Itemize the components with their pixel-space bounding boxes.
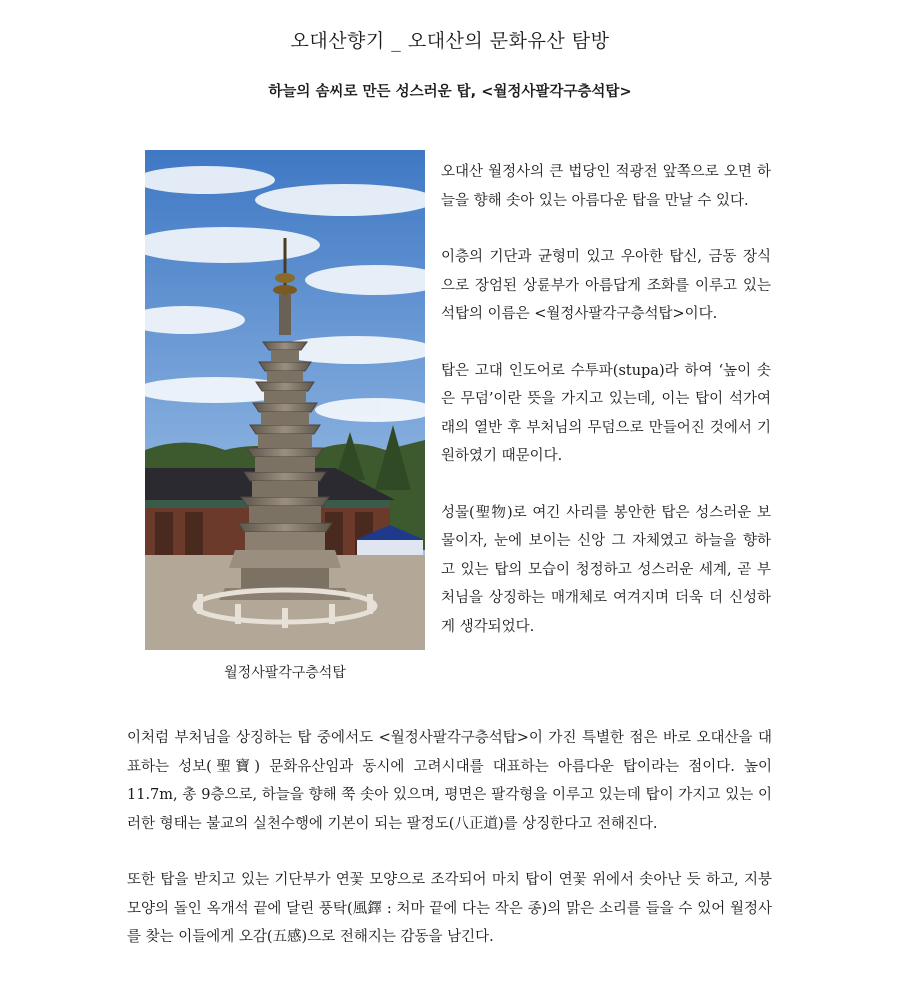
pagoda-photo xyxy=(145,150,425,650)
pagoda-illustration xyxy=(145,150,425,650)
paragraph: 또한 탑을 받치고 있는 기단부가 연꽃 모양으로 조각되어 마치 탑이 연꽃 위에서 솟아난 듯 하고, 지붕모양의 돌인 옥개석 끝에 달린 풍탁(風鐸 : 처마 끝에 다는 작은 종)의 맑은 소리를 들을 수 있어 월정사를 찾는 이들에게 오감(五感)으로 전해지는 감동을 남긴다. xyxy=(127,872,772,945)
paragraph: 이층의 기단과 균형미 있고 우아한 탑신, 금동 장식으로 장엄된 상륜부가 아름답게 조화를 이루고 있는 석탑의 이름은 <월정사팔각구층석탑>이다. xyxy=(441,249,771,322)
paragraph: 성물(聖物)로 여긴 사리를 봉안한 탑은 성스러운 보물이자, 눈에 보이는 신앙 그 자체였고 하늘을 향하고 있는 탑의 모습이 청정하고 성스러운 세계, 곧 부처님을 상징하는 매개체로 여겨지며 더욱 더 신성하게 생각되었다. xyxy=(441,504,771,635)
paragraph: 탑은 고대 인도어로 수투파(stupa)라 하여 ‘높이 솟은 무덤’이란 뜻을 가지고 있는데, 이는 탑이 석가여래의 열반 후 부처님의 무덤으로 만들어진 것에서 기원하였기 때문이다. xyxy=(441,362,771,464)
photo-caption: 월정사팔각구층석탑 xyxy=(224,665,346,681)
body-text xyxy=(127,724,772,980)
paragraph: 이처럼 부처님을 상징하는 탑 중에서도 <월정사팔각구층석탑>이 가진 특별한 점은 바로 오대산을 대표하는 성보(聖寶) 문화유산임과 동시에 고려시대를 대표하는 아름다운 탑이라는 점이다. 높이 11.7m, 총 9층으로, 하늘을 향해 쭉 솟아 있으며, 평면은 팔각형을 이루고 있는데 탑이 가지고 있는 이러한 형태는 불교의 실천수행에 기본이 되는 팔정도(八正道)를 상징한다고 전해진다. xyxy=(127,730,772,832)
intro-text-column xyxy=(441,158,771,669)
page-title: 오대산향기 _ 오대산의 문화유산 탐방 xyxy=(290,30,610,52)
paragraph: 오대산 월정사의 큰 법당인 적광전 앞쪽으로 오면 하늘을 향해 솟아 있는 아름다운 탑을 만날 수 있다. xyxy=(441,164,771,209)
article-subtitle: 하늘의 솜씨로 만든 성스러운 탑, <월정사팔각구층석탑> xyxy=(268,84,632,100)
